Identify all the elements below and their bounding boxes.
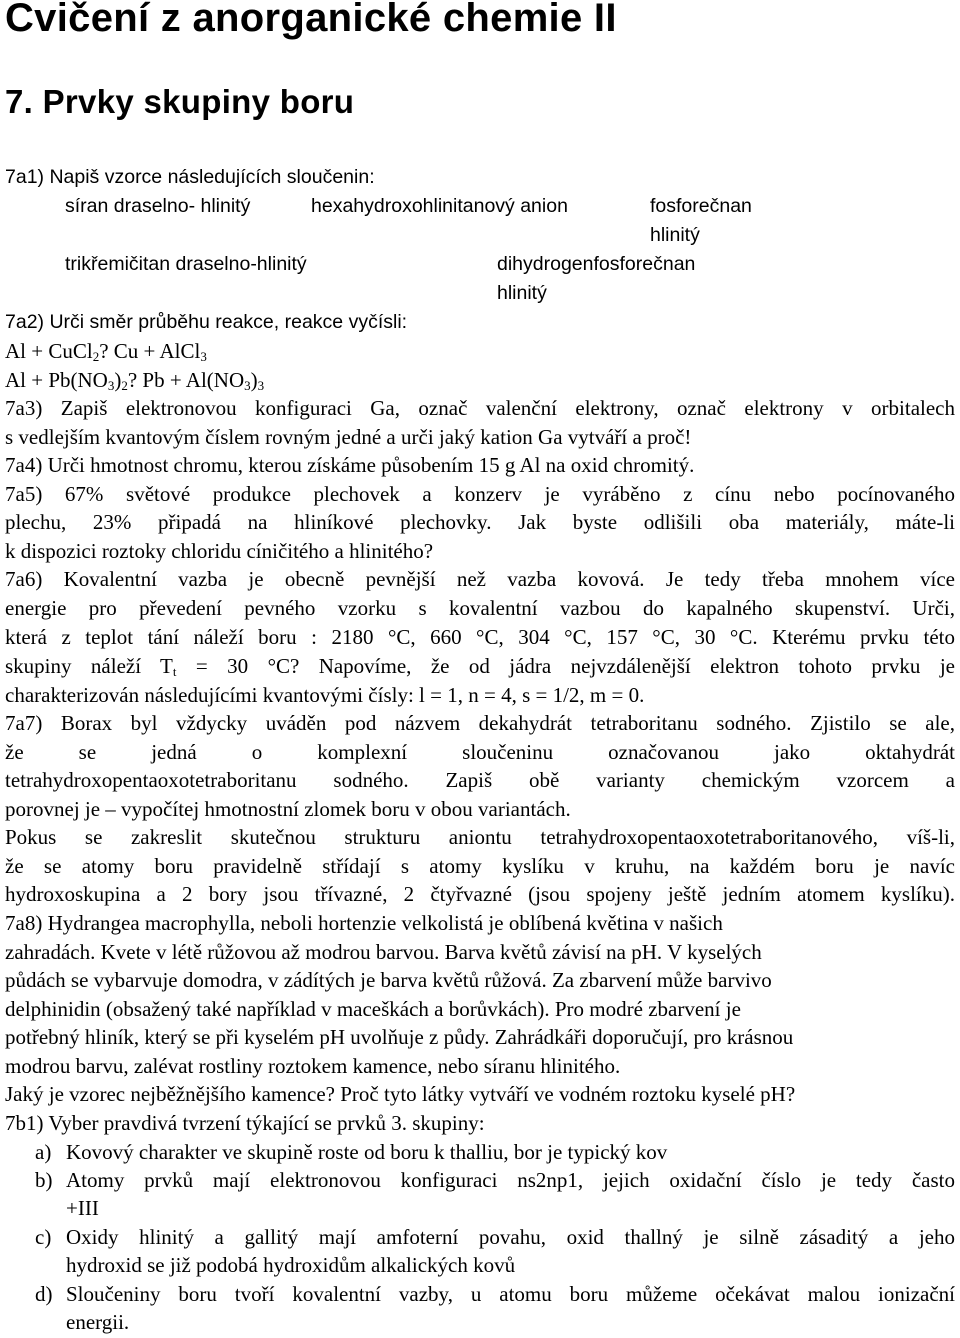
task-7a8-line-7: Jaký je vzorec nejběžnějšího kamence? Proč tyto látky vytváří ve vodném roztoku kyselé pH?: [5, 1082, 796, 1106]
option-d-line-1: Sloučeniny boru tvoří kovalentní vazby, u atomu boru můžeme očekávat malou ionizační: [66, 1282, 955, 1306]
task-7a6-line-4b: = 30 °C? Napovíme, že od jádra nejvzdálenější elektron tohoto prvku je: [176, 654, 955, 678]
task-7a6-line-3: která z teplot tání náleží boru : 2180 °C, 660 °C, 304 °C, 157 °C, 30 °C. Kterému prvku této: [5, 625, 955, 649]
task-7a6-line-2: energie pro převedení pevného vzorku s kovalentní vazbou do kapalného skupenství. Urči,: [5, 596, 955, 620]
reaction-1-left: Al + CuCl: [5, 339, 93, 363]
task-7a8-line-1: 7a8) Hydrangea macrophylla, neboli hortenzie velkolistá je oblíbená květina v našich: [5, 911, 723, 935]
task-7a1-heading: 7a1) Napiš vzorce následujících sloučenin:: [5, 166, 375, 188]
compound-2: hexahydroxohlinitanový anion: [311, 195, 568, 217]
task-7a3-line-1: 7a3) Zapiš elektronovou konfiguraci Ga, označ valenční elektrony, označ elektrony v orbitalech: [5, 396, 955, 420]
reaction-1-subscript: 2: [92, 349, 100, 364]
compound-1: síran draselno- hlinitý: [65, 195, 251, 217]
task-7a4: 7a4) Urči hmotnost chromu, kterou získáme působením 15 g Al na oxid chromitý.: [5, 453, 695, 477]
task-7a6-line-5: charakterizován následujícími kvantovými čísly: l = 1, n = 4, s = 1/2, m = 0.: [5, 683, 645, 707]
option-c-line-1: Oxidy hlinitý a gallitý mají amfoterní povahu, oxid thallný je silně zásaditý a jeho: [66, 1225, 955, 1249]
task-7a7-line-3: tetrahydroxopentaoxotetraboritanu sodného. Zapiš obě varianty chemickým vzorcem a: [5, 768, 955, 792]
task-7a6-line-4: [5, 652, 955, 680]
reaction-2-paren-2: ): [250, 368, 258, 392]
task-7a7-line-1: 7a7) Borax byl vždycky uváděn pod názvem dekahydrát tetraboritanu sodného. Zjistilo se ale,: [5, 711, 955, 735]
compound-4: trikřemičitan draselno-hlinitý: [65, 253, 307, 275]
task-7a8-line-4: delphinidin (obsažený také například v maceškách a borůvkách). Pro modré zbarvení je: [5, 997, 741, 1021]
option-a-line-1: Kovový charakter ve skupině roste od boru k thalliu, bor je typický kov: [66, 1140, 668, 1164]
option-d-line-2: energii.: [66, 1310, 130, 1334]
task-7a8-line-6: modrou barvu, zalévat rostliny roztokem kamence, nebo síranu hlinitého.: [5, 1054, 621, 1078]
reaction-1: [5, 337, 207, 365]
option-d-marker: d): [35, 1282, 53, 1306]
reaction-2-right: ? Pb + Al(NO: [127, 368, 245, 392]
task-7a6-line-1: 7a6) Kovalentní vazba je obecně pevnější než vazba kovová. Je tedy třeba mnohem více: [5, 567, 955, 591]
task-7a7-line-5: Pokus se zakreslit skutečnou strukturu aniontu tetrahydroxopentaoxotetraboritanového, víš-li,: [5, 825, 955, 849]
reaction-2: [5, 366, 264, 394]
task-7a7-line-7: hydroxoskupina a 2 bory jsou třívazné, 2 čtyřvazné (jsou spojeny ještě jedním atomem kyslíku).: [5, 882, 955, 906]
option-b-line-2: +III: [66, 1196, 99, 1220]
compound-3-line2: hlinitý: [650, 224, 700, 246]
task-7a6-line-4a: skupiny náleží T: [5, 654, 173, 678]
task-7a5-line-2: plechu, 23% připadá na hliníkové plechovky. Jak byste odlišili oba materiály, máte-li: [5, 510, 955, 534]
task-7a7-line-6: že se atomy boru pravidelně střídají s atomy kyslíku v kruhu, na každém boru je navíc: [5, 854, 955, 878]
option-c-line-2: hydroxid se již podobá hydroxidům alkalických kovů: [66, 1253, 516, 1277]
option-c-marker: c): [35, 1225, 52, 1249]
page-title: Cvičení z anorganické chemie II: [5, 0, 617, 40]
chapter-heading: 7. Prvky skupiny boru: [5, 83, 355, 120]
task-7a5-line-3: k dispozici roztoky chloridu cíničitého a hlinitého?: [5, 539, 434, 563]
task-7b1-heading: 7b1) Vyber pravdivá tvrzení týkající se prvků 3. skupiny:: [5, 1111, 485, 1135]
task-7a8-line-3: půdách se vybarvuje domodra, v zádítých je barva květů růžová. Za zbarvení může barvivo: [5, 968, 772, 992]
compound-5-line1: dihydrogenfosforečnan: [497, 253, 696, 275]
compound-3-line1: fosforečnan: [650, 195, 752, 217]
reaction-2-subscript-4: 3: [257, 378, 265, 393]
reaction-1-right: ? Cu + AlCl: [99, 339, 201, 363]
task-7a2-heading: 7a2) Urči směr průběhu reakce, reakce vyčísli:: [5, 311, 408, 333]
reaction-2-subscript-2: 2: [121, 378, 128, 393]
compound-5-line2: hlinitý: [497, 282, 547, 304]
melting-point-subscript: t: [172, 664, 177, 679]
reaction-2-subscript-1: 3: [107, 378, 115, 393]
option-b-marker: b): [35, 1168, 53, 1192]
task-7a8-line-5: potřebný hliník, který se při kyselém pH uvolňuje z půdy. Zahrádkáři doporučují, pro krásnou: [5, 1025, 794, 1049]
task-7a8-line-2: zahradách. Kvete v létě růžovou až modrou barvou. Barva květů závisí na pH. V kyselých: [5, 940, 762, 964]
option-a-marker: a): [35, 1140, 52, 1164]
reaction-2-paren: ): [114, 368, 122, 392]
reaction-1-subscript-2: 3: [200, 349, 207, 364]
task-7a3-line-2: s vedlejším kvantovým číslem rovným jedné a urči jaký kation Ga vytváří a proč!: [5, 425, 692, 449]
task-7a5-line-1: 7a5) 67% světové produkce plechovek a konzerv je vyráběno z cínu nebo pocínovaného: [5, 482, 955, 506]
reaction-2-subscript-3: 3: [244, 378, 251, 393]
reaction-2-left: Al + Pb(NO: [5, 368, 108, 392]
task-7a7-line-4: porovnej je – vypočítej hmotnostní zlomek boru v obou variantách.: [5, 797, 571, 821]
task-7a7-line-2: že se jedná o komplexní sloučeninu označovanou jako oktahydrát: [5, 740, 955, 764]
option-b-line-1: Atomy prvků mají elektronovou konfiguraci ns2np1, jejich oxidační číslo je tedy často: [66, 1168, 955, 1192]
